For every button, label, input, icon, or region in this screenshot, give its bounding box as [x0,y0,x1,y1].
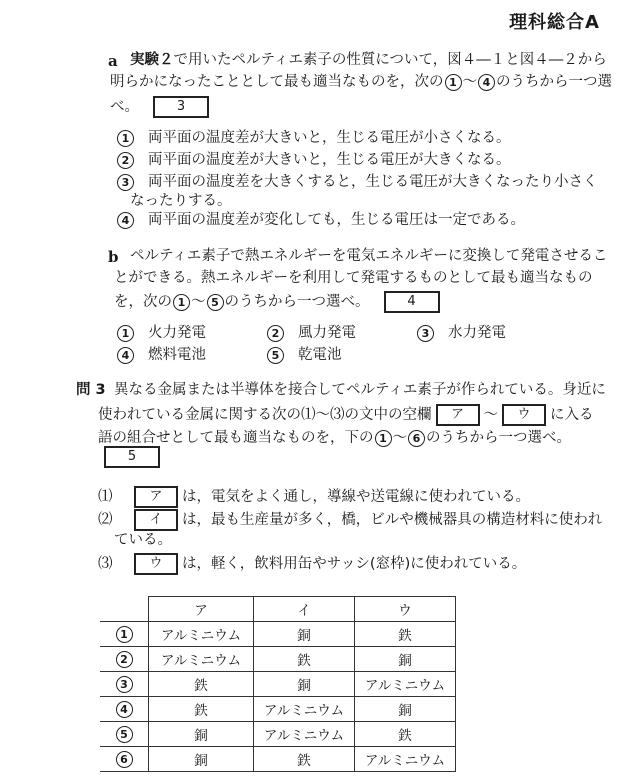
table-row [100,622,456,647]
answer-box-3: 3 [153,96,209,118]
table-cell: 銅 [254,672,355,697]
circled-number: 4 [116,701,133,718]
circled-number: 1 [445,74,462,91]
table-cell: 鉄 [254,747,355,772]
q3-statement [98,553,526,575]
answer-box-5: 5 [104,446,160,468]
part-a-line2 [110,72,612,92]
table-header-row [100,597,456,622]
option-text: 両平面の温度差が変化しても，生じる電圧は一定である。 [148,212,525,228]
part-a-line3-pre: べ。 [110,99,139,115]
table-cell: 銅 [149,747,254,772]
circled-number: 1 [116,626,133,643]
answer-table [100,596,456,772]
table-row [100,722,456,747]
part-b-option [266,323,356,343]
circled-number: 1 [117,130,134,147]
circled-number: 4 [117,212,134,229]
table-cell: 鉄 [149,697,254,722]
option-text: 両平面の温度差を大きくすると，生じる電圧が大きくなったり小さく [148,174,598,190]
table-row [100,647,456,672]
q3-statement-continued: ている。 [114,532,172,548]
circled-number: 4 [478,74,495,91]
table-row [100,672,456,697]
option-text: 風力発電 [298,325,356,341]
option-text: 両平面の温度差が大きいと，生じる電圧が小さくなる。 [148,130,511,146]
part-a-line2-pre: 明らかになったこととして最も適当なものを，次の [110,74,444,90]
row-number [100,747,149,772]
table-cell: アルミニウム [149,647,254,672]
part-a-lead: 実験２ [130,52,174,68]
part-b-option [416,323,506,343]
range-tilde: ～ [191,294,206,310]
part-a-line2-post: のうちから一つ選 [496,74,612,90]
table-corner [100,597,149,622]
q3-line3 [98,428,571,448]
column-header-i: イ [254,597,355,622]
part-b-option [116,345,206,365]
circled-number: 1 [375,430,392,447]
range-tilde: ～ [462,74,477,90]
circled-number: 6 [408,430,425,447]
question-3-label: 問 3 [76,382,106,398]
circled-number: 3 [417,325,434,342]
statement-text: は，最も生産量が多く，橋，ビルや機械器具の構造材料に使われ [182,512,603,528]
option-text: 乾電池 [298,347,342,363]
part-a-line1-text: で用いたペルティエ素子の性質について，図４―１と図４―２から [173,52,607,68]
part-b-label: b [108,248,119,266]
part-a-option [116,150,511,170]
circled-number: 3 [116,676,133,693]
circled-number: 2 [267,325,284,342]
statement-number: ⑵ [98,512,113,528]
table-cell: 銅 [149,722,254,747]
table-cell: 銅 [355,697,456,722]
column-header-u: ウ [355,597,456,622]
part-b-line3-post: のうちから一つ選べ。 [224,294,370,310]
circled-number: 5 [207,294,224,311]
circled-number: 2 [117,152,134,169]
q3-line2-post: に入る [550,407,594,423]
range-tilde: ～ [483,407,498,423]
page-title: 理科総合A [509,12,600,33]
q3-line3-post: のうちから一つ選べ。 [426,430,571,446]
circled-number: 3 [117,174,134,191]
option-text: 水力発電 [448,325,506,341]
table-cell: 銅 [355,647,456,672]
statement-text: は，軽く，飲料用缶やサッシ(窓枠)に使われている。 [182,556,527,572]
q3-answer-line [104,446,160,468]
part-a-option [116,172,598,192]
part-a-line1 [130,50,607,70]
circled-number: 1 [173,294,190,311]
table-cell: 鉄 [254,647,355,672]
row-number [100,672,149,697]
table-row [100,747,456,772]
option-text: 火力発電 [148,325,206,341]
row-number [100,647,149,672]
table-cell: アルミニウム [355,747,456,772]
row-number [100,697,149,722]
part-b-line3-pre: を，次の [114,294,172,310]
table-cell: 鉄 [355,622,456,647]
blank-box-a: ア [134,486,178,508]
answer-box-4: 4 [384,291,440,313]
row-number [100,622,149,647]
table-cell: 鉄 [355,722,456,747]
part-b-line3 [114,291,440,313]
part-a-option [116,210,525,230]
table-cell: アルミニウム [355,672,456,697]
table-cell: アルミニウム [149,622,254,647]
table-cell: 鉄 [149,672,254,697]
row-number [100,722,149,747]
table-cell: アルミニウム [254,722,355,747]
q3-statement [98,486,530,508]
circled-number: 5 [116,726,133,743]
circled-number: 1 [117,325,134,342]
blank-box-u: ウ [134,553,178,575]
part-b-option [116,323,206,343]
q3-statement [98,509,602,531]
q3-line1: 異なる金属または半導体を接合してペルティエ素子が作られている。身近に [114,382,606,398]
part-a-label: a [108,52,118,70]
option-text: 両平面の温度差が大きいと，生じる電圧が大きくなる。 [148,152,511,168]
circled-number: 6 [116,751,133,768]
range-tilde: ～ [392,430,407,446]
part-b-option [266,345,342,365]
circled-number: 2 [116,651,133,668]
part-a-option [116,128,511,148]
blank-box-a: ア [436,404,480,426]
circled-number: 5 [267,347,284,364]
statement-number: ⑴ [98,489,113,505]
part-a-option-continued: なったりする。 [130,193,232,209]
part-a-line3 [110,96,209,118]
q3-line2-pre: 使われている金属に関する次の⑴～⑶の文中の空欄 [98,407,432,423]
circled-number: 4 [117,347,134,364]
table-row [100,697,456,722]
part-b-line1: ペルティエ素子で熱エネルギーを電気エネルギーに変換して発電させるこ [130,248,608,264]
part-b-line2: とができる。熱エネルギーを利用して発電するものとして最も適当なもの [114,270,593,286]
blank-box-u: ウ [502,404,546,426]
blank-box-i: イ [134,509,178,531]
statement-number: ⑶ [98,556,113,572]
table-cell: 銅 [254,622,355,647]
option-text: 燃料電池 [148,347,206,363]
statement-text: は，電気をよく通し，導線や送電線に使われている。 [182,489,530,505]
column-header-a: ア [149,597,254,622]
q3-line2 [98,404,594,426]
q3-line3-pre: 語の組合せとして最も適当なものを，下の [98,430,374,446]
table-cell: アルミニウム [254,697,355,722]
